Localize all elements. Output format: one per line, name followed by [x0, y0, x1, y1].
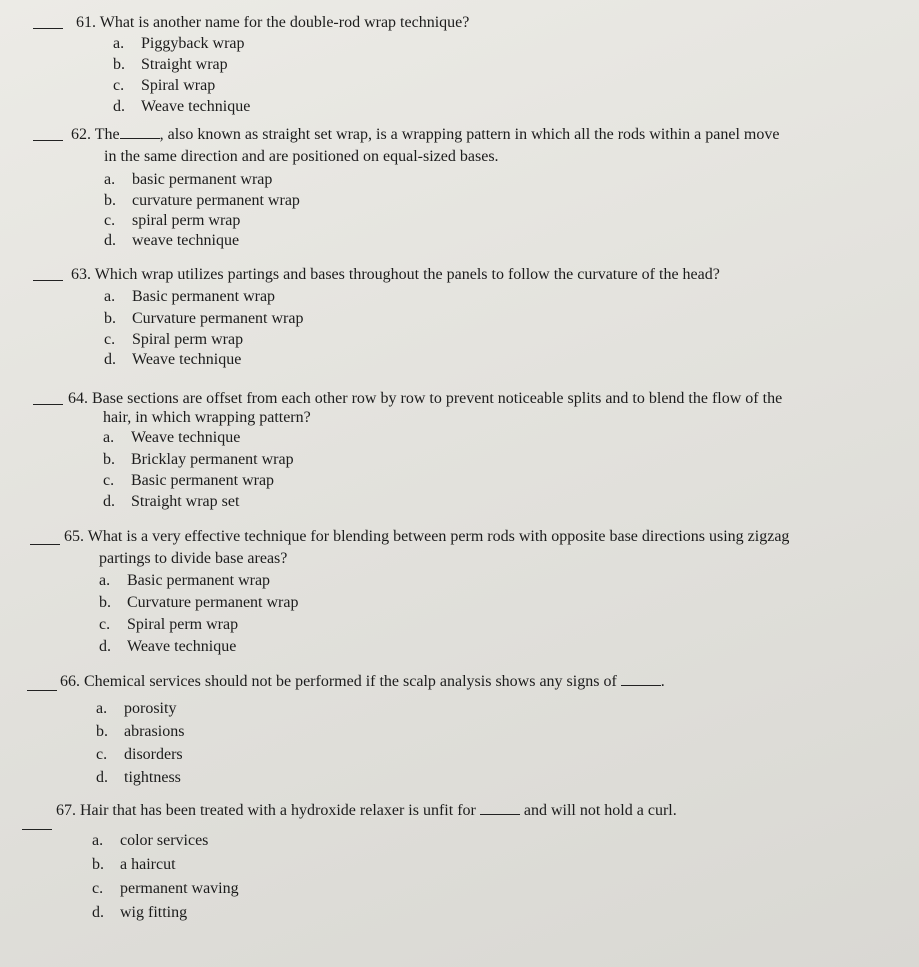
- option-d[interactable]: d. wig fitting: [92, 904, 188, 921]
- question-number: 66.: [60, 673, 80, 690]
- option-b[interactable]: b. curvature permanent wrap: [104, 192, 300, 209]
- option-c[interactable]: c. disorders: [96, 746, 183, 763]
- option-b[interactable]: b. Straight wrap: [113, 56, 228, 73]
- question-stem: [71, 265, 720, 285]
- question-text: What is a very effective technique for blending between perm rods with opposite base directions using zigzag: [87, 528, 790, 545]
- question-number: 62.: [71, 126, 91, 143]
- question-number: 61.: [76, 14, 96, 31]
- option-a[interactable]: a. Weave technique: [103, 429, 241, 446]
- question-stem: [64, 527, 789, 547]
- question-stem: [60, 672, 665, 692]
- option-b[interactable]: b. Curvature permanent wrap: [99, 594, 299, 611]
- question-text: What is another name for the double-rod wrap technique?: [99, 14, 470, 31]
- question-text: Which wrap utilizes partings and bases throughout the panels to follow the curvature of the head?: [94, 266, 720, 283]
- option-d[interactable]: d. Weave technique: [99, 638, 237, 655]
- option-c[interactable]: c. Spiral perm wrap: [99, 616, 239, 633]
- question-continuation: hair, in which wrapping pattern?: [103, 409, 311, 426]
- option-c[interactable]: c. Spiral wrap: [113, 77, 216, 94]
- answer-blank[interactable]: [33, 404, 63, 405]
- option-d[interactable]: d. weave technique: [104, 232, 240, 249]
- answer-blank[interactable]: [33, 140, 63, 141]
- option-c[interactable]: c. Spiral perm wrap: [104, 331, 244, 348]
- question-text-start: Chemical services should not be performed if the scalp analysis shows any signs of: [84, 673, 617, 690]
- option-a[interactable]: a. Piggyback wrap: [113, 35, 245, 52]
- option-a[interactable]: a. Basic permanent wrap: [104, 288, 276, 305]
- option-a[interactable]: a. color services: [92, 832, 209, 849]
- answer-blank[interactable]: [22, 829, 52, 830]
- question-text-end: .: [660, 673, 665, 690]
- option-c[interactable]: c. spiral perm wrap: [104, 212, 241, 229]
- question-number: 67.: [56, 802, 76, 819]
- question-text-end: , also known as straight set wrap, is a wrapping pattern in which all the rods within a panel move: [159, 126, 780, 143]
- option-a[interactable]: a. porosity: [96, 700, 177, 717]
- question-stem: [68, 389, 782, 409]
- question-continuation: partings to divide base areas?: [99, 550, 288, 567]
- option-b[interactable]: b. Bricklay permanent wrap: [103, 451, 294, 468]
- option-d[interactable]: d. tightness: [96, 769, 181, 786]
- question-stem: [76, 13, 469, 33]
- answer-blank[interactable]: [33, 28, 63, 29]
- option-b[interactable]: b. Curvature permanent wrap: [104, 310, 304, 327]
- option-a[interactable]: a. Basic permanent wrap: [99, 572, 271, 589]
- question-stem: [56, 801, 677, 821]
- question-stem: [71, 125, 779, 145]
- question-text: Base sections are offset from each other row by row to prevent noticeable splits and to blend the flow of the: [92, 390, 783, 407]
- option-c[interactable]: c. Basic permanent wrap: [103, 472, 275, 489]
- option-a[interactable]: a. basic permanent wrap: [104, 171, 273, 188]
- fill-in-blank[interactable]: [480, 802, 520, 815]
- question-text-end: and will not hold a curl.: [523, 802, 677, 819]
- question-number: 63.: [71, 266, 91, 283]
- question-text-start: The: [94, 126, 120, 143]
- question-continuation: in the same direction and are positioned on equal-sized bases.: [104, 148, 499, 165]
- option-d[interactable]: d. Weave technique: [113, 98, 251, 115]
- fill-in-blank[interactable]: [120, 126, 160, 139]
- option-d[interactable]: d. Weave technique: [104, 351, 242, 368]
- answer-blank[interactable]: [30, 544, 60, 545]
- question-text-start: Hair that has been treated with a hydroxide relaxer is unfit for: [80, 802, 476, 819]
- option-c[interactable]: c. permanent waving: [92, 880, 239, 897]
- question-number: 65.: [64, 528, 84, 545]
- fill-in-blank[interactable]: [621, 673, 661, 686]
- question-number: 64.: [68, 390, 88, 407]
- answer-blank[interactable]: [33, 280, 63, 281]
- answer-blank[interactable]: [27, 690, 57, 691]
- option-b[interactable]: b. abrasions: [96, 723, 185, 740]
- option-b[interactable]: b. a haircut: [92, 856, 176, 873]
- option-d[interactable]: d. Straight wrap set: [103, 493, 240, 510]
